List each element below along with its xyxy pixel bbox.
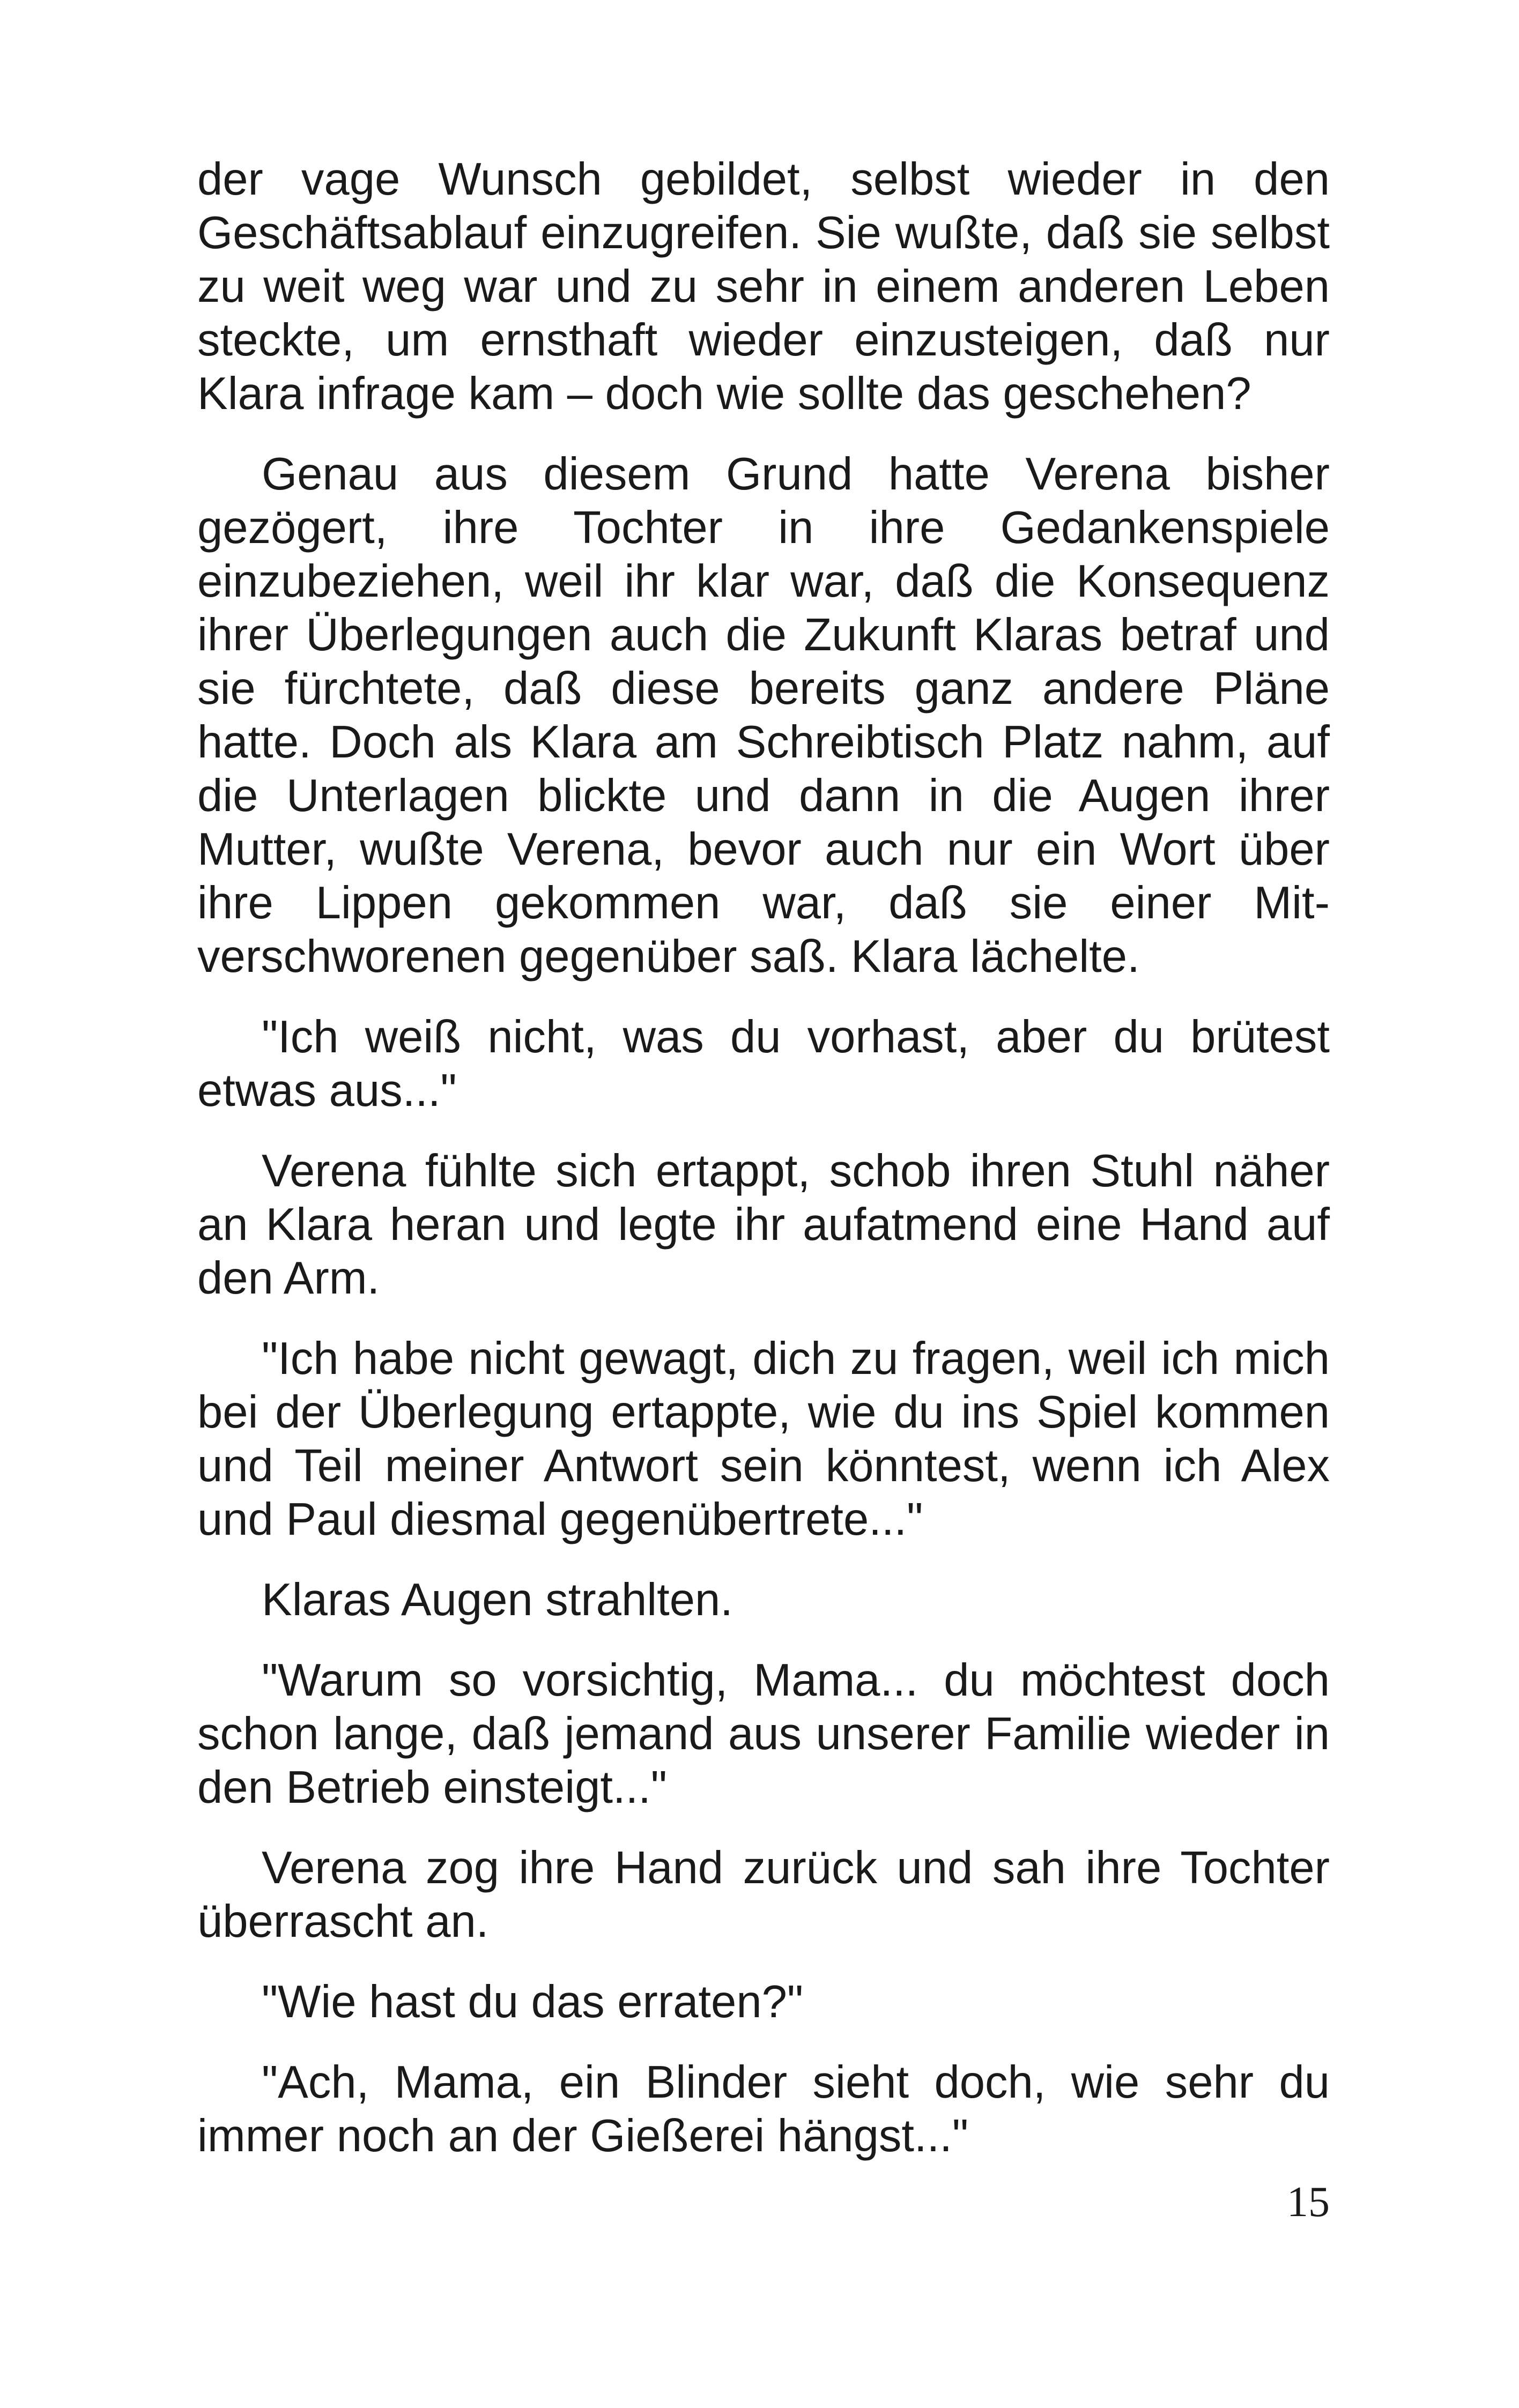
paragraph-5: "Ich habe nicht gewagt, dich zu fragen, weil ich mich bei der Überlegung ertappte, wie du ins Spiel kommen und Teil meiner Antwort sein könntest, wenn ich Alex und Paul diesmal gegenübertrete..." bbox=[197, 1333, 1330, 1545]
paragraph-3: "Ich weiß nicht, was du vorhast, aber du brütest etwas aus..." bbox=[197, 1012, 1330, 1116]
paragraph-2: Genau aus diesem Grund hatte Verena bisher gezögert, ihre Tochter in ihre Gedankenspiele einzubeziehen, weil ihr klar war, daß die Konsequenz ihrer Überlegungen auch die Zukunft Klaras betraf und sie fürchtete, daß diese bereits ganz andere Pläne hatte. Doch als Klara am Schreibtisch Platz nahm, auf die Unterlagen blickte und dann in die Augen ihrer Mutter, wußte Verena, bevor auch nur ein Wort über ihre Lippen gekommen war, daß sie einer Mitverschworenen gegenüber saß. Klara lächelte. bbox=[197, 449, 1330, 982]
paragraph-8: Verena zog ihre Hand zurück und sah ihre Tochter überrascht an. bbox=[197, 1842, 1330, 1947]
page-number: 15 bbox=[1287, 2179, 1330, 2226]
paragraph-1: der vage Wunsch gebildet, selbst wieder in den Geschäftsablauf einzugreifen. Sie wußte, daß sie selbst zu weit weg war und zu sehr in einem anderen Leben steckte, um ernsthaft wieder einzusteigen, daß nur Klara infrage kam – doch wie sollte das geschehen? bbox=[197, 154, 1330, 419]
paragraph-10: "Ach, Mama, ein Blinder sieht doch, wie sehr du immer noch an der Gießerei hängst..." bbox=[197, 2057, 1330, 2161]
paragraph-9: "Wie hast du das erraten?" bbox=[262, 1976, 804, 2027]
body-text bbox=[197, 153, 1330, 2190]
paragraph-4: Verena fühlte sich ertappt, schob ihren Stuhl näher an Klara heran und legte ihr aufatmend eine Hand auf den Arm. bbox=[197, 1146, 1330, 1304]
paragraph-6: Klaras Augen strahlten. bbox=[262, 1574, 733, 1625]
paragraph-7: "Warum so vorsichtig, Mama... du möchtest doch schon lange, daß jemand aus unserer Familie wieder in den Betrieb einsteigt..." bbox=[197, 1655, 1330, 1813]
